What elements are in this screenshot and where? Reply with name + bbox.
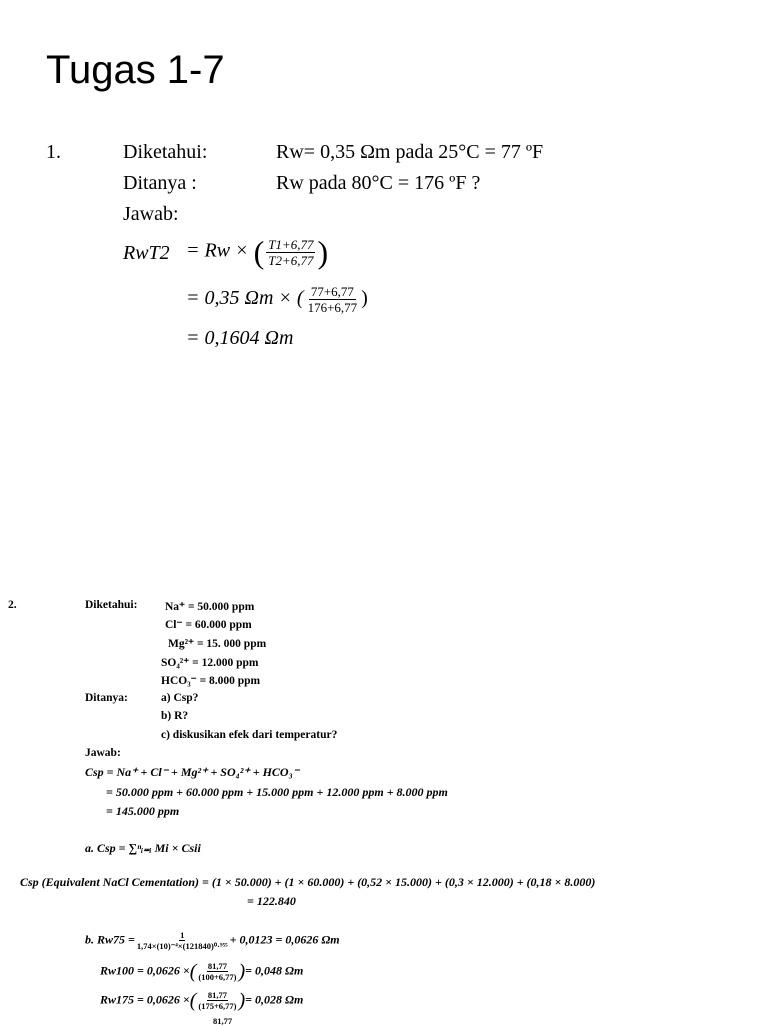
q2-b-fraction: $\frac{1}{\text{1,74×(10)⁻⁴×(121840)⁰·⁹⁵⁵}}$ xyxy=(136,930,228,951)
q1-eq1-fraction: $\frac{T1+6,77}{T2+6,77}$ xyxy=(268,236,314,268)
q2-asked-a: a) Csp? xyxy=(161,692,199,704)
q2-number: 2. xyxy=(8,599,17,611)
q2-r100-fraction: $\frac{81,77}{(100+6,77)}$ xyxy=(198,961,237,982)
q2-answer-label: Jawab: xyxy=(85,747,121,759)
q1-eq2-fraction: $\frac{77+6,77}{176+6,77}$ xyxy=(307,284,358,315)
q1-known-label: Diketahui: xyxy=(123,141,208,163)
q1-eq1-lhs: RwT2 xyxy=(123,242,170,264)
q1-eq3: = 0,1604 Ωm xyxy=(186,327,294,349)
q2-equiv-line2: = 122.840 xyxy=(247,894,296,908)
q2-b-line: b. Rw75 = $\frac{1}{\text{1,74×(10)⁻⁴×(121840)⁰·⁹⁵⁵}}$ + 0,0123 = 0,0626 Ωm xyxy=(85,930,340,951)
q2-known-so4: SO₄²⁺ = 12.000 ppm xyxy=(161,657,259,669)
q1-number: 1. xyxy=(46,141,61,163)
q2-known-na: Na⁺ = 50.000 ppm xyxy=(165,601,255,613)
q1-known-value: Rw= 0,35 Ωm pada 25°C = 77 ºF xyxy=(276,141,544,163)
q1-eq1-rhs: = Rw × ( $\frac{T1+6,77}{T2+6,77}$ ) xyxy=(186,234,329,270)
q1-eq1-mid: = Rw × xyxy=(186,239,249,262)
q2-partial-line: 81,77 xyxy=(213,1016,233,1026)
q1-asked-value: Rw pada 80°C = 176 ºF ? xyxy=(276,172,481,194)
q2-equiv-line1: Csp (Equivalent NaCl Cementation) = (1 × 50.000) + (1 × 60.000) + (0,52 × 15.000) + (0,3 × 12.000) + (0,18 × 8.000) xyxy=(20,875,596,889)
q2-r100-line: Rw100 = 0,0626 ×( $\frac{81,77}{(100+6,77)}$ )= 0,048 Ωm xyxy=(100,960,304,983)
q1-asked-label: Ditanya : xyxy=(123,172,197,194)
q2-asked-label: Ditanya: xyxy=(85,692,128,704)
q2-a-line: a. Csp = ∑ⁿᵢ₌ᵢ Mi × Csii xyxy=(85,841,201,855)
q1-answer-label: Jawab: xyxy=(123,203,179,225)
q2-known-mg: Mg²⁺ = 15. 000 ppm xyxy=(168,638,267,650)
q2-r175-line: Rw175 = 0,0626 ×( $\frac{81,77}{(175+6,77)}$ )= 0,028 Ωm xyxy=(100,989,304,1012)
q2-asked-c: c) diskusikan efek dari temperatur? xyxy=(161,729,338,741)
q1-eq2: = 0,35 Ωm × ( $\frac{77+6,77}{176+6,77}$ ) xyxy=(186,284,368,315)
q2-r175-fraction: $\frac{81,77}{(175+6,77)}$ xyxy=(198,990,237,1011)
q2-csp-line2: = 50.000 ppm + 60.000 ppm + 15.000 ppm + 12.000 ppm + 8.000 ppm xyxy=(106,785,448,799)
q2-known-hco3: HCO₃⁻ = 8.000 ppm xyxy=(161,675,261,687)
q2-csp-line1: Csp = Na⁺ + Cl⁻ + Mg²⁺ + SO₄²⁺ + HCO₃⁻ xyxy=(85,765,300,779)
page-title: Tugas 1-7 xyxy=(46,48,225,92)
q2-known-label: Diketahui: xyxy=(85,599,138,611)
q2-known-cl: Cl⁻ = 60.000 ppm xyxy=(165,619,252,631)
q2-csp-line3: = 145.000 ppm xyxy=(106,804,180,818)
q2-asked-b: b) R? xyxy=(161,710,189,722)
